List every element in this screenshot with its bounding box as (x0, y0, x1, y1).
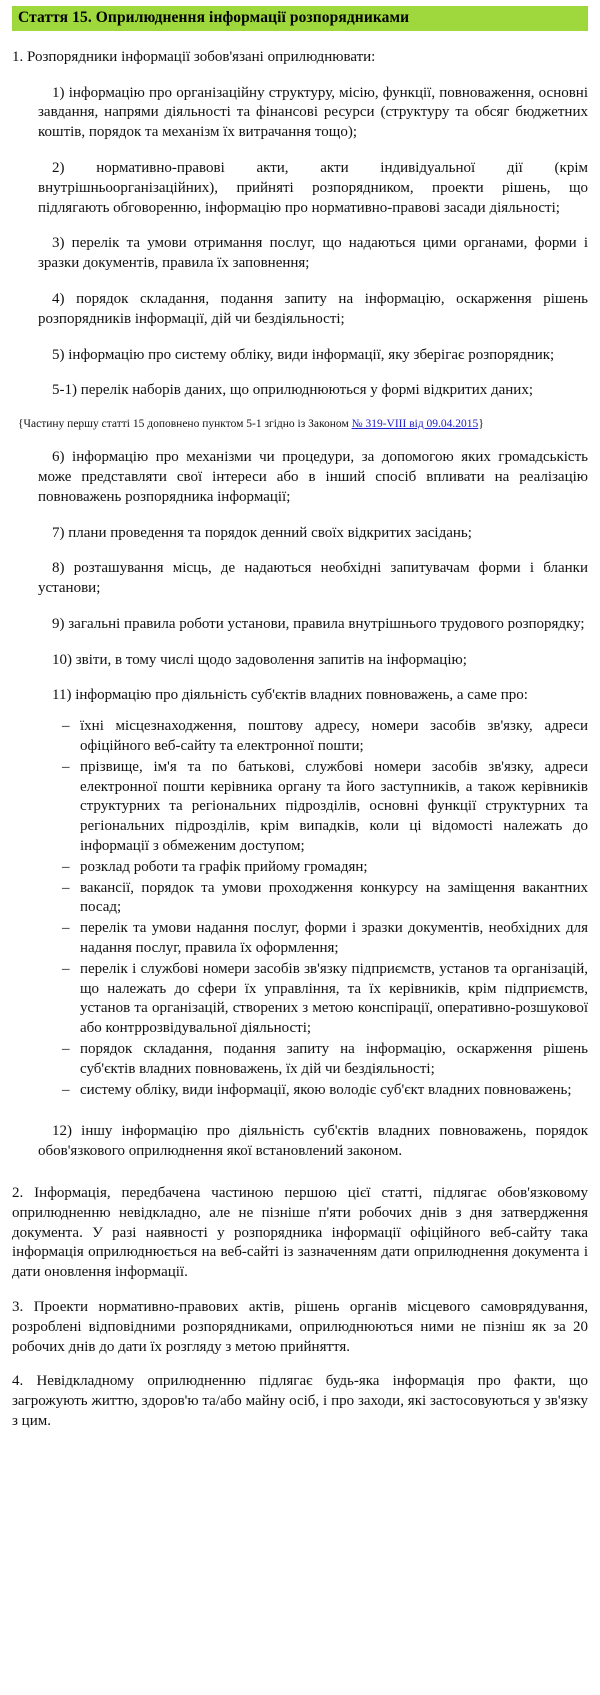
sub-bullet-list (12, 717, 588, 1100)
list-item-text: їхні місцезнаходження, поштову адресу, номери засобів зв'язку, адреси офіційного веб-сайту та електронної пошти; (80, 718, 588, 755)
dash-bullet-icon: – (62, 858, 70, 875)
amendment-law-link[interactable]: № 319-VIII від 09.04.2015 (351, 418, 479, 431)
list-item-text: порядок складання, подання запиту на інформацію, оскарження рішень суб'єктів владних повноважень, їх дій чи бездіяльності; (80, 1041, 588, 1077)
part-1-lead-paragraph: 1. Розпорядники інформації зобов'язані оприлюднювати: (12, 48, 376, 65)
list-item-8: 8) розташування місць, де надаються необхідні запитувачам форми і бланки установи; (38, 560, 588, 597)
list-item (62, 879, 588, 919)
dash-bullet-icon: – (62, 1041, 70, 1058)
bottom-spacer (12, 1432, 588, 1456)
article-header-title: Стаття 15. Оприлюднення інформації розпорядниками (12, 6, 588, 31)
list-item (62, 758, 588, 857)
list-item-text: вакансії, порядок та умови проходження конкурсу на заміщення вакантних посад; (80, 879, 588, 916)
dash-bullet-icon: – (62, 758, 70, 775)
list-item-2: 2) нормативно-правові акти, акти індивідуальної дії (крім внутрішньоорганізаційних), прийняті розпорядником, проекти рішень, що підлягають обговоренню, інформацію про нормативно-правові засади діяльності; (38, 160, 588, 216)
list-item-5: 5) інформацію про систему обліку, види інформації, яку зберігає розпорядник; (52, 346, 555, 363)
list-item-3: 3) перелік та умови отримання послуг, що надаються цими органами, форми і зразки документів, правила їх заповнення; (38, 235, 588, 272)
dash-bullet-icon: – (62, 920, 70, 937)
list-item (62, 1081, 588, 1101)
list-item (62, 717, 588, 757)
list-item-1: 1) інформацію про організаційну структуру, місію, функції, повноваження, основні завдання, напрями діяльності та фінансові ресурси (структуру та обсяг бюджетних коштів, порядок та механізм їх витрачання тощо); (38, 84, 588, 141)
dash-bullet-icon: – (62, 879, 70, 896)
list-item-12: 12) іншу інформацію про діяльність суб'єктів владних повноважень, порядок обов'язкового оприлюднення якої встановлений законом. (38, 1123, 588, 1160)
list-item-text: систему обліку, види інформації, якою володіє суб'єкт владних повноважень; (80, 1081, 572, 1098)
list-item-text: перелік та умови надання послуг, форми і зразки документів, необхідних для надання послуг, правила їх оформлення; (80, 920, 588, 957)
list-item-5-1: 5-1) перелік наборів даних, що оприлюднюються у формі відкритих даних; (52, 382, 533, 399)
list-item-9: 9) загальні правила роботи установи, правила внутрішнього трудового розпорядку; (52, 615, 585, 632)
list-item (62, 858, 588, 878)
amendment-note-prefix: {Частину першу статті 15 доповнено пунктом 5-1 згідно із Законом (18, 418, 352, 431)
list-item-11: 11) інформацію про діяльність суб'єктів владних повноважень, а саме про: (52, 687, 528, 704)
part-3-paragraph: 3. Проекти нормативно-правових актів, рішень органів місцевого самоврядування, розроблені відповідними розпорядниками, оприлюднюються ними не пізніш як за 20 робочих днів до дати їх розгляду з метою прийняття. (12, 1299, 588, 1355)
amendment-note (12, 417, 588, 432)
list-item-4: 4) порядок складання, подання запиту на інформацію, оскарження рішень розпорядників інформації, дій чи бездіяльності; (38, 290, 588, 327)
amendment-note-suffix: } (478, 418, 484, 431)
part-4-paragraph: 4. Невідкладному оприлюдненню підлягає будь-яка інформація про факти, що загрожують життю, здоров'ю та/або майну осіб, і про заходи, які застосовуються у зв'язку з цим. (12, 1373, 588, 1429)
dash-bullet-icon: – (62, 718, 70, 735)
document-page (0, 6, 600, 1474)
list-item-text: прізвище, ім'я та по батькові, службові номери засобів зв'язку, адреси електронної пошти керівника органу та його заступників, а також керівників структурних та регіональних підрозділів, основні функції структурних та регіональних підрозділів, крім випадків, коли ці відомості належать до інформації з обмеженим доступом; (80, 758, 588, 855)
list-item-text: розклад роботи та графік прийому громадян; (80, 858, 368, 875)
list-item (62, 960, 588, 1039)
list-item (62, 919, 588, 959)
list-item-10: 10) звіти, в тому числі щодо задоволення запитів на інформацію; (52, 651, 467, 668)
list-item-text: перелік і службові номери засобів зв'язку підприємств, установ та організацій, що належать до сфери їх управління, та їх керівників, крім підприємств, установ та організацій, створених з метою конспірації, оперативно-розшукової або контррозвідувальної діяльності; (80, 960, 588, 1037)
dash-bullet-icon: – (62, 1081, 70, 1098)
dash-bullet-icon: – (62, 960, 70, 977)
list-item-6: 6) інформацію про механізми чи процедури, за допомогою яких громадськість може представляти свої інтереси або в інший спосіб впливати на реалізацію повноважень розпорядника інформації; (38, 449, 588, 505)
part-2-paragraph: 2. Інформація, передбачена частиною першою цієї статті, підлягає обов'язковому оприлюдненню невідкладно, але не пізніше п'яти робочих днів з дня затвердження документа. У разі наявності у розпорядника інформації офіційного веб-сайту така інформація оприлюднюється на веб-сайті із зазначенням дати оприлюднення документа і дати оновлення інформації. (12, 1185, 588, 1281)
list-item-7: 7) плани проведення та порядок денний своїх відкритих засідань; (52, 524, 472, 541)
list-item (62, 1040, 588, 1080)
